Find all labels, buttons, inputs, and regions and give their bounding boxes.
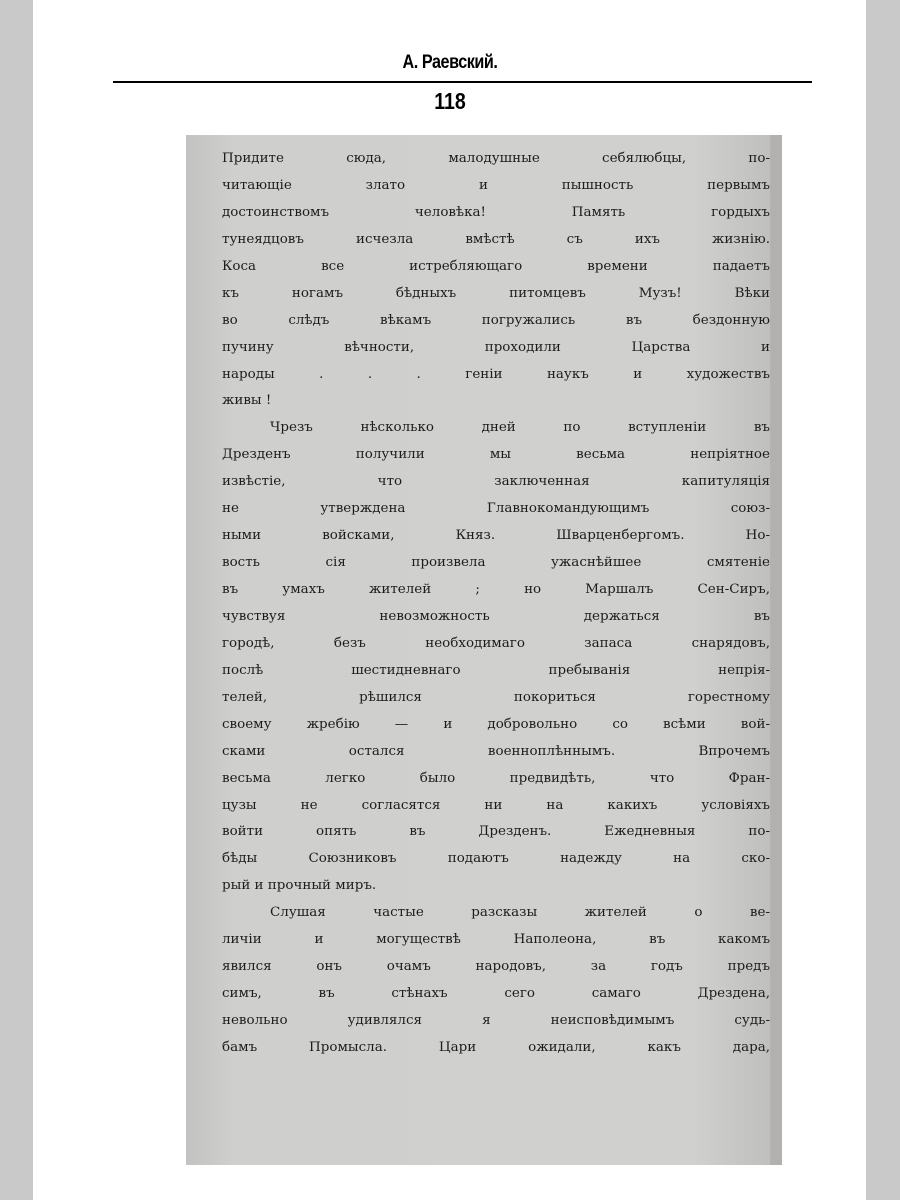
text-line: цузы не согласятся ни на какихъ условіяхъ bbox=[222, 797, 770, 813]
text-line: рый и прочный миръ. bbox=[222, 878, 377, 894]
text-line: Слушая частые разсказы жителей о ве- bbox=[270, 905, 770, 921]
text-line: телей, рѣшился покориться горестному bbox=[222, 689, 770, 705]
text-line: къ ногамъ бѣдныхъ питомцевъ Музъ! Вѣки bbox=[222, 285, 770, 301]
text-line: Чрезъ нѣсколько дней по вступленіи въ bbox=[270, 420, 770, 436]
text-line: вость сія произвела ужаснѣйшее смятеніе bbox=[222, 555, 770, 571]
text-line: войти опять въ Дрезденъ. Ежедневныя по- bbox=[222, 824, 770, 840]
text-line: тунеядцовъ исчезла вмѣстѣ съ ихъ жизнію. bbox=[222, 231, 770, 247]
text-line: не утверждена Главнокомандующимъ союз- bbox=[222, 501, 770, 517]
text-line: бамъ Промысла. Цари ожидали, какъ дара, bbox=[222, 1039, 770, 1055]
running-header-author: А. Раевский. bbox=[402, 52, 498, 73]
text-line: симъ, въ стѣнахъ сего самаго Дрездена, bbox=[222, 986, 770, 1002]
body-text bbox=[222, 146, 770, 1062]
header-rule bbox=[113, 81, 812, 83]
left-margin bbox=[0, 0, 33, 1200]
text-line: личіи и могуществѣ Наполеона, въ какомъ bbox=[222, 932, 770, 948]
text-line: достоинствомъ человѣка! Память гордыхъ bbox=[222, 204, 770, 220]
text-line: народы . . . геніи наукъ и художествъ bbox=[222, 366, 770, 382]
page-number: 118 bbox=[434, 88, 466, 114]
text-line: живы ! bbox=[222, 393, 272, 409]
text-line: своему жребію — и добровольно со всѣми вой- bbox=[222, 716, 770, 732]
text-line: извѣстіе, что заключенная капитуляція bbox=[222, 474, 770, 490]
right-margin bbox=[866, 0, 900, 1200]
text-line: послѣ шестидневнаго пребыванія непрія- bbox=[222, 662, 770, 678]
text-line: во слѣдъ вѣкамъ погружались въ бездонную bbox=[222, 312, 770, 328]
text-line: Дрезденъ получили мы весьма непріятное bbox=[222, 447, 770, 463]
text-line: пучину вѣчности, проходили Царства и bbox=[222, 339, 770, 355]
text-line: Придите сюда, малодушные себялюбцы, по- bbox=[222, 151, 770, 166]
text-line: Коса все истребляющаго времени падаетъ bbox=[222, 258, 770, 274]
text-line: городѣ, безъ необходимаго запаса снарядовъ, bbox=[222, 635, 770, 651]
text-line: бѣды Союзниковъ подаютъ надежду на ско- bbox=[222, 851, 770, 867]
text-line: весьма легко было предвидѣть, что Фран- bbox=[222, 770, 770, 786]
text-line: невольно удивлялся я неисповѣдимымъ судь- bbox=[222, 1013, 770, 1028]
text-line: чувствуя невозможность держаться въ bbox=[222, 608, 770, 624]
text-line: сками остался военноплѣннымъ. Впрочемъ bbox=[222, 743, 770, 759]
text-line: явился онъ очамъ народовъ, за годъ предъ bbox=[222, 959, 770, 975]
text-line: ными войсками, Княз. Шварценбергомъ. Но- bbox=[222, 528, 770, 544]
text-line: читающіе злато и пышность первымъ bbox=[222, 177, 770, 193]
text-line: въ умахъ жителей ; но Маршалъ Сен-Сиръ, bbox=[222, 582, 770, 597]
scan-edge-shadow bbox=[770, 135, 782, 1165]
